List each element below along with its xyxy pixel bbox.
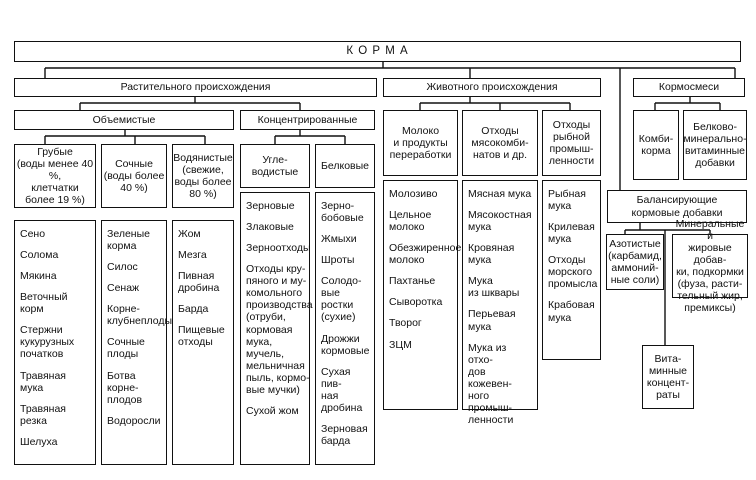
list-item: Мясокостная мука [468, 209, 532, 234]
node-watery: Водянистые (свежие, воды более 80 %) [172, 144, 234, 208]
node-carbohydrate: Угле- водистые [240, 144, 310, 188]
list-item: Барда [178, 303, 209, 316]
list-item: Зерновая барда [321, 422, 368, 447]
list-item: Ботва корнe- плодов [107, 369, 143, 406]
branch-feed-mixes: Кормосмеси [633, 78, 745, 97]
list-item: Отходы морского промысла [548, 254, 598, 291]
list-item: Отходы кру- пяного и му- комольного производства (отруби, кормовая мука, мучель, мельничная пыль, кормо- вые мучки) [246, 263, 313, 396]
list-item: Мука из шквары [468, 275, 520, 300]
list-item: Зеленые корма [107, 228, 150, 253]
list-item: Зерновые [246, 200, 295, 212]
list-item: Травяная резка [20, 402, 66, 427]
list-item: Пивная дробина [178, 270, 220, 295]
node-coarse: Грубые (воды менее 40 %, клетчатки более 19 %) [14, 144, 96, 208]
list-watery [172, 220, 234, 465]
node-protein-mineral-vitamin-supplements: Белково- минерально- витаминные добавки [683, 110, 747, 180]
list-item: Сыворотка [389, 296, 443, 309]
node-concentrated: Концентрированные [240, 110, 375, 130]
list-item: Рыбная мука [548, 188, 586, 213]
node-succulent: Сочные (воды более 40 %) [101, 144, 167, 208]
node-milk-products: Молоко и продукты переработки [383, 110, 458, 176]
list-item: Пищевые отходы [178, 324, 225, 349]
list-item: Жмыхи [321, 233, 357, 246]
node-nitrogen-supplements: Азотистые (карбамид, аммоний- ные соли) [606, 234, 664, 290]
list-item: Крилевая мука [548, 221, 595, 246]
root-node-korma: К О Р М А [14, 41, 741, 62]
list-item: ЗЦМ [389, 338, 412, 351]
list-item: Кровяная мука [468, 242, 515, 267]
list-item: Мука из отхо- дов кожевен- ного промыш- ленности [468, 341, 514, 426]
list-item: Молозиво [389, 188, 438, 200]
list-item: Крабовая мука [548, 299, 595, 324]
list-item: Зерно- бобовые [321, 200, 364, 225]
node-meat-waste: Отходы мясокомби- натов и др. [462, 110, 538, 176]
node-fish-waste: Отходы рыбной промыш- ленности [542, 110, 601, 176]
list-item: Творог [389, 317, 422, 330]
list-item: Сухая пив- ная дробина [321, 365, 363, 414]
list-item: Зерноотходы [246, 242, 311, 255]
list-succulent [101, 220, 173, 465]
list-carbohydrate [240, 192, 313, 465]
node-balancing-supplements: Балансирующие кормовые добавки [607, 190, 747, 223]
list-meat [462, 180, 538, 426]
list-fish [542, 180, 601, 360]
branch-plant-origin: Растительного происхождения [14, 78, 377, 97]
list-item: Силос [107, 261, 138, 274]
list-item: Злаковые [246, 221, 294, 234]
branch-animal-origin: Животного происхождения [383, 78, 601, 97]
node-protein: Белковые [315, 144, 375, 188]
list-item: Шроты [321, 254, 355, 267]
list-item: Корне- клубнеплоды [107, 303, 173, 328]
node-mineral-fat-supplements: Минеральные и жировые добав- ки, подкормки (фуза, расти- тельный жир, премиксы) [672, 234, 748, 298]
list-item: Перьевая мука [468, 308, 516, 333]
node-vitamin-concentrates: Вита- минные концент- раты [642, 345, 694, 409]
list-item: Обезжиренное молоко [389, 242, 462, 267]
list-item: Сено [20, 228, 46, 240]
list-item: Мякина [20, 270, 57, 283]
list-item: Цельное молоко [389, 209, 432, 234]
node-combi-feed: Комби- корма [633, 110, 679, 180]
node-bulky: Объемистые [14, 110, 234, 130]
list-item: Веточный корм [20, 291, 68, 316]
list-item: Солома [20, 249, 59, 262]
list-item: Шелуха [20, 435, 58, 448]
list-item: Солодо- вые ростки (сухие) [321, 275, 362, 324]
list-item: Мезга [178, 249, 207, 262]
list-item: Сенаж [107, 282, 140, 295]
list-item: Сочные плоды [107, 336, 145, 361]
list-item: Дрожжи кормовые [321, 332, 370, 357]
list-item: Мясная мука [468, 188, 532, 200]
list-item: Пахтанье [389, 275, 436, 288]
list-coarse [14, 220, 96, 465]
list-protein [315, 192, 375, 465]
list-item: Стержни кукурузных початков [20, 324, 75, 361]
list-item: Травяная мука [20, 369, 66, 394]
list-item: Водоросли [107, 414, 161, 427]
list-item: Сухой жом [246, 404, 299, 417]
list-milk [383, 180, 462, 410]
list-item: Жом [178, 228, 201, 240]
